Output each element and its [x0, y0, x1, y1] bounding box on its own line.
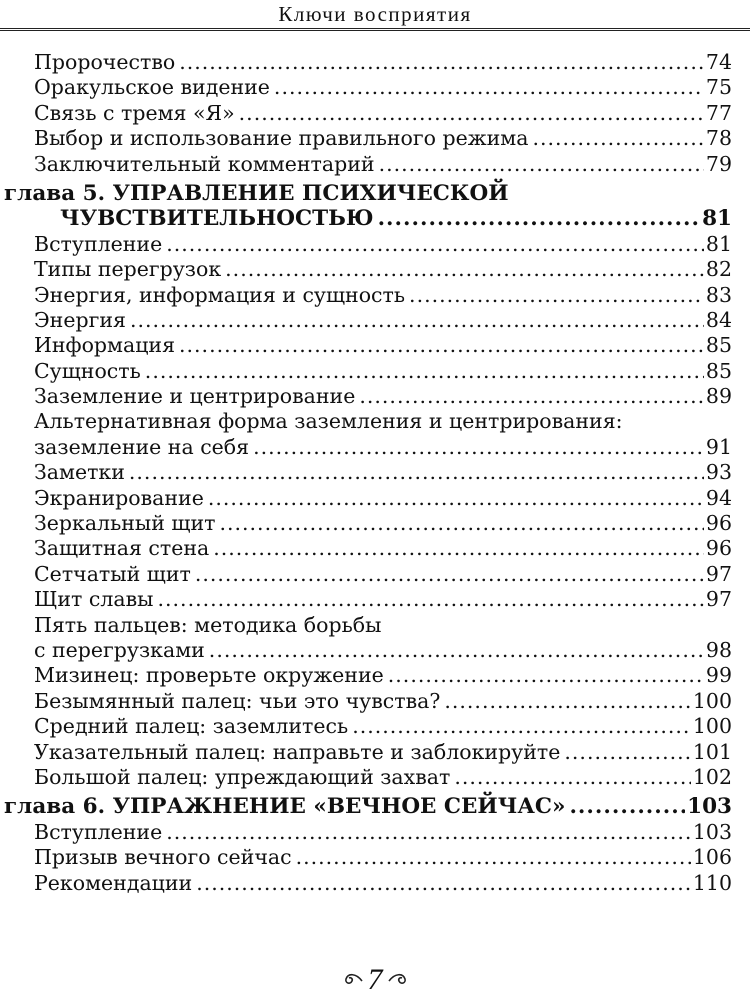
toc-entry-label-line1: Пять пальцев: методика борьбы — [34, 612, 382, 637]
toc-entry[interactable] — [34, 232, 732, 257]
toc-entry-page: 84 — [705, 307, 732, 332]
toc-entry-label: Мизинец: проверьте окружение — [34, 663, 384, 688]
toc-entry-label: Выбор и использование правильного режима — [34, 126, 529, 151]
toc-entry[interactable] — [34, 663, 732, 688]
toc-entry-page: 74 — [705, 50, 732, 74]
toc-entry-page: 96 — [705, 511, 732, 536]
toc-chapter-5[interactable] — [4, 181, 732, 206]
toc-entry-page: 97 — [705, 561, 732, 586]
toc-entry-label-line1: Альтернативная форма заземления и центрирования: — [34, 409, 623, 434]
toc-entry-page: 97 — [705, 587, 732, 612]
toc-entry-page: 101 — [692, 739, 732, 764]
toc-entry-label: Типы перегрузок — [34, 257, 222, 282]
dot-leader — [569, 794, 685, 819]
dot-leader — [130, 308, 704, 333]
toc-entry-label: Безымянный палец: чьи это чувства? — [34, 688, 441, 713]
right-flourish-icon — [387, 969, 409, 991]
toc-entry-label: Указательный палец: направьте и заблокируйте — [34, 739, 561, 764]
toc-entry-label: Заключительный комментарий — [34, 151, 375, 176]
toc-entry-page: 89 — [705, 384, 732, 409]
dot-leader — [352, 714, 691, 739]
dot-leader — [564, 740, 690, 765]
dot-leader — [219, 511, 703, 536]
toc-entry-label: Средний палец: заземлитесь — [34, 714, 349, 739]
toc-entry-label: Вступление — [34, 819, 163, 844]
toc-entry[interactable] — [34, 257, 732, 282]
running-header — [0, 0, 750, 30]
toc-entry-label: Сетчатый щит — [34, 561, 191, 586]
header-rule — [0, 28, 750, 31]
toc-entry[interactable] — [34, 384, 732, 409]
toc-entry-label: Защитная стена — [34, 536, 210, 561]
toc-entry[interactable] — [34, 333, 732, 358]
dot-leader — [454, 765, 691, 790]
dot-leader — [274, 75, 704, 100]
toc-entry-label: Вступление — [34, 231, 163, 256]
dot-leader — [253, 435, 704, 460]
dot-leader — [196, 871, 691, 896]
toc-entry-page: 81 — [705, 231, 732, 256]
toc-entry[interactable] — [34, 845, 732, 870]
toc-entry[interactable] — [34, 820, 732, 845]
toc-entry-page: 98 — [705, 637, 732, 662]
toc-entry[interactable] — [34, 740, 732, 765]
toc-entry[interactable] — [34, 460, 732, 485]
toc-chapter-title-line1: глава 5. УПРАВЛЕНИЕ ПСИХИЧЕСКОЙ — [4, 180, 509, 206]
toc-entry[interactable] — [34, 765, 732, 790]
toc-entry-multiline[interactable] — [34, 613, 732, 638]
toc-entry-label: Сущность — [34, 358, 141, 383]
toc-entry-label: Щит славы — [34, 587, 154, 612]
toc-entry[interactable] — [34, 871, 732, 896]
dot-leader — [388, 663, 704, 688]
toc-entry-page: 78 — [705, 126, 732, 151]
table-of-contents — [0, 50, 750, 896]
left-flourish-icon — [342, 969, 364, 991]
dot-leader — [379, 152, 704, 177]
toc-entry[interactable] — [34, 536, 732, 561]
toc-entry-label-line2: с перегрузками — [34, 637, 205, 662]
toc-entry-page: 83 — [705, 282, 732, 307]
toc-entry[interactable] — [34, 308, 732, 333]
dot-leader — [239, 101, 704, 126]
dot-leader — [179, 333, 704, 358]
toc-entry-label-line2: заземление на себя — [34, 434, 250, 459]
toc-entry[interactable] — [34, 587, 732, 612]
dot-leader — [225, 257, 704, 282]
dot-leader — [129, 460, 704, 485]
toc-entry-page: 93 — [705, 460, 732, 485]
toc-entry-page: 82 — [705, 257, 732, 282]
dot-leader — [296, 845, 691, 870]
toc-chapter-title-line2: ЧУВСТВИТЕЛЬНОСТЬЮ — [60, 206, 374, 232]
toc-entry[interactable] — [34, 101, 732, 126]
toc-entry[interactable] — [34, 126, 732, 151]
dot-leader — [378, 206, 701, 231]
toc-entry-page: 96 — [705, 536, 732, 561]
toc-entry[interactable] — [34, 689, 732, 714]
dot-leader — [359, 384, 704, 409]
toc-entry-label: Большой палец: упреждающий захват — [34, 764, 451, 789]
toc-entry-page: 100 — [692, 714, 732, 739]
toc-entry-page: 110 — [692, 870, 732, 895]
toc-entry[interactable] — [34, 50, 732, 75]
toc-entry-page: 106 — [692, 845, 732, 870]
toc-entry-label: Оракульское видение — [34, 75, 270, 100]
toc-entry-label: Связь с тремя «Я» — [34, 100, 235, 125]
toc-entry-label: Призыв вечного сейчас — [34, 845, 292, 870]
toc-entry[interactable] — [34, 486, 732, 511]
toc-chapter-page: 81 — [702, 206, 732, 232]
toc-entry-label: Экранирование — [34, 485, 204, 510]
toc-entry-page: 91 — [705, 434, 732, 459]
toc-entry[interactable] — [34, 511, 732, 536]
dot-leader — [166, 232, 704, 257]
toc-entry[interactable] — [34, 562, 732, 587]
toc-entry-label: Заземление и центрирование — [34, 384, 356, 409]
dot-leader — [444, 689, 691, 714]
toc-entry[interactable] — [34, 75, 732, 100]
dot-leader — [195, 562, 704, 587]
toc-entry-page: 79 — [705, 151, 732, 176]
page-footer — [0, 965, 750, 995]
dot-leader — [213, 536, 704, 561]
toc-entry[interactable] — [34, 714, 732, 739]
toc-entry-page: 75 — [705, 75, 732, 100]
toc-entry-label: Информация — [34, 333, 175, 358]
toc-entry-page: 100 — [692, 688, 732, 713]
toc-entry-multiline-continued[interactable] — [34, 638, 732, 663]
dot-leader — [179, 50, 704, 75]
toc-entry-page: 85 — [705, 358, 732, 383]
dot-leader — [145, 359, 704, 384]
toc-entry-label: Энергия, информация и сущность — [34, 282, 406, 307]
toc-entry-label: Зеркальный щит — [34, 511, 216, 536]
dot-leader — [209, 638, 704, 663]
toc-chapter-page: 103 — [687, 794, 732, 820]
toc-entry-page: 102 — [692, 764, 732, 789]
toc-entry[interactable] — [34, 283, 732, 308]
dot-leader — [532, 126, 703, 151]
toc-entry-page: 99 — [705, 663, 732, 688]
toc-entry-label: Заметки — [34, 460, 125, 485]
toc-entry[interactable] — [34, 152, 732, 177]
toc-entry[interactable] — [34, 359, 732, 384]
toc-entry-page: 103 — [692, 819, 732, 844]
toc-entry-page: 77 — [705, 100, 732, 125]
toc-entry-label: Рекомендации — [34, 870, 193, 895]
toc-chapter-6[interactable] — [4, 794, 732, 819]
dot-leader — [166, 820, 691, 845]
toc-entry-page: 94 — [705, 485, 732, 510]
running-header-title: Ключи восприятия — [278, 2, 472, 26]
toc-entry-label: Энергия — [34, 307, 126, 332]
toc-chapter-title: глава 6. УПРАЖНЕНИЕ «ВЕЧНОЕ СЕЙЧАС» — [4, 794, 566, 820]
toc-entry-page: 85 — [705, 333, 732, 358]
dot-leader — [158, 587, 704, 612]
toc-entry-multiline[interactable] — [34, 409, 732, 434]
toc-entry-label: Пророчество — [34, 50, 176, 74]
dot-leader — [208, 486, 704, 511]
dot-leader — [409, 283, 704, 308]
page-number: 7 — [367, 963, 383, 996]
toc-chapter-5-continued[interactable] — [4, 206, 732, 231]
page-number-ornament — [342, 965, 409, 995]
toc-entry-multiline-continued[interactable] — [34, 435, 732, 460]
